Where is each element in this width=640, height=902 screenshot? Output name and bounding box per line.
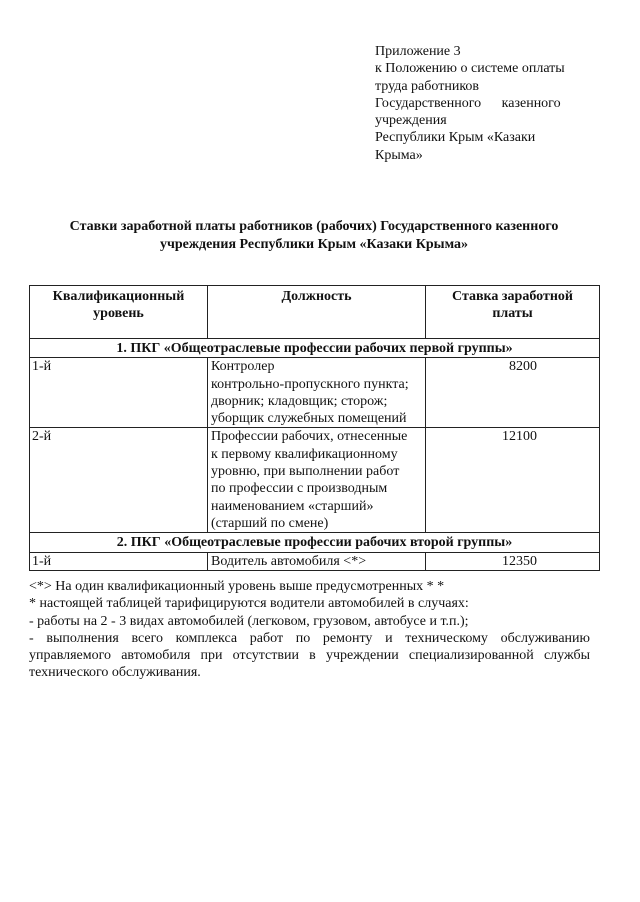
header-text: Квалификационный	[52, 289, 185, 304]
appendix-line: Республики Крым «Казаки	[375, 130, 536, 146]
table-row	[30, 358, 600, 428]
position-line: (старший по смене)	[211, 515, 329, 531]
appendix-line: учреждения	[375, 113, 447, 129]
level-cell: 1-й	[30, 358, 208, 428]
group-row	[30, 339, 600, 358]
group-row	[30, 533, 600, 552]
position-cell	[208, 428, 426, 533]
appendix-line: Крыма»	[375, 147, 423, 163]
position-cell	[208, 358, 426, 428]
position-line: Контролер	[211, 359, 275, 375]
rates-table	[29, 285, 600, 571]
appendix-line: к Положению о системе оплаты	[375, 61, 565, 77]
position-line: по профессии с производным	[211, 481, 388, 497]
header-text: платы	[492, 306, 533, 322]
table-row	[30, 428, 600, 533]
appendix-line: Приложение 3	[375, 44, 461, 59]
rate-cell: 8200	[426, 358, 600, 428]
position-line: уровню, при выполнении работ	[211, 464, 400, 480]
level-cell: 1-й	[30, 552, 208, 570]
appendix-line: труда работников	[375, 78, 480, 94]
header-qualification-level	[30, 286, 208, 339]
position-line: уборщик служебных помещений	[211, 411, 407, 427]
appendix-line: Государственного казенного	[375, 95, 561, 111]
group-title: 2. ПКГ «Общеотраслевые профессии рабочих второй группы»	[30, 533, 600, 552]
position-line: дворник; кладовщик; сторож;	[211, 393, 388, 409]
footnotes	[29, 578, 590, 682]
table-row	[30, 552, 600, 570]
header-text: Ставка заработной	[452, 289, 573, 304]
group-title: 1. ПКГ «Общеотраслевые профессии рабочих первой группы»	[30, 339, 600, 358]
position-line: Профессии рабочих, отнесенные	[211, 429, 408, 445]
header-text: Должность	[281, 289, 352, 304]
rate-cell: 12350	[426, 552, 600, 570]
document-title-line: учреждения Республики Крым «Казаки Крыма»	[159, 237, 469, 252]
rate-cell: 12100	[426, 428, 600, 533]
appendix-header	[375, 43, 605, 164]
footnote-paragraph: - выполнения всего комплекса работ по ремонту и техническому обслуживанию управляемого автомобиля при отсутствии в учреждении специализированной службы технического обслуживания.	[29, 630, 590, 681]
footnote-line: * настоящей таблицей тарифицируются водители автомобилей в случаях:	[29, 596, 469, 612]
document-title-line: Ставки заработной платы работников (рабочих) Государственного казенного	[69, 219, 559, 234]
header-rate	[426, 286, 600, 339]
level-cell: 2-й	[30, 428, 208, 533]
position-line: контрольно-пропускного пункта;	[211, 376, 409, 392]
footnote-line: <*> На один квалификационный уровень выше предусмотренных * *	[29, 579, 445, 594]
footnote-line: - работы на 2 - 3 видах автомобилей (легковом, грузовом, автобусе и т.п.);	[29, 613, 469, 629]
position-line: наименованием «старший»	[211, 498, 374, 514]
table-header-row	[30, 286, 600, 339]
document-title	[24, 218, 604, 254]
position-line: к первому квалификационному	[211, 446, 398, 462]
position-cell	[208, 552, 426, 570]
position-line: Водитель автомобиля <*>	[211, 553, 367, 569]
header-position	[208, 286, 426, 339]
header-text: уровень	[93, 306, 144, 322]
